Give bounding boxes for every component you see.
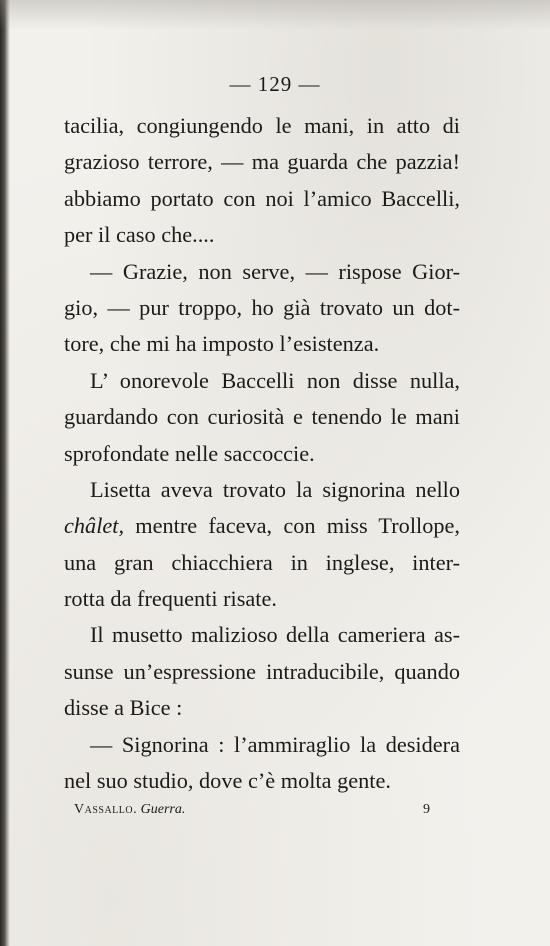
text-line: — Grazie, non serve, — rispose Gior- — [90, 258, 460, 284]
body-text — [64, 108, 460, 799]
footer-author: Vassallo. — [74, 802, 138, 817]
page-number: — 129 — — [229, 72, 321, 96]
text-line: guardando con curiosità e tenendo le mani — [64, 404, 460, 430]
text-line: tore, che mi ha imposto l’esistenza. — [64, 331, 380, 357]
italic-word: châlet, — [64, 513, 125, 539]
text-line: L’ onorevole Baccelli non disse nulla, — [90, 367, 460, 393]
text-line: per il caso che.... — [64, 222, 215, 248]
text-fragment: mentre faceva, con miss Trollope, — [124, 513, 460, 539]
text-line: gio, — pur troppo, ho già trovato un dot- — [64, 294, 460, 320]
text-line: disse a Bice : — [64, 695, 183, 721]
footer-title: Guerra. — [140, 802, 186, 817]
text-line: rotta da frequenti risate. — [64, 586, 277, 612]
text-line: abbiamo portato con noi l’amico Baccelli, — [64, 185, 460, 211]
text-line: una gran chiacchiera in inglese, inter- — [64, 549, 460, 575]
page-footer — [74, 802, 430, 818]
text-line: sprofondate nelle saccoccie. — [64, 440, 315, 466]
text-line: grazioso terrore, — ma guarda che pazzia! — [64, 149, 460, 175]
text-line: tacilia, congiungendo le mani, in atto di — [64, 113, 460, 138]
text-line: — Signorina : l’ammiraglio la desidera — [90, 731, 460, 757]
text-line — [64, 508, 460, 544]
page-top-shadow — [0, 0, 550, 30]
text-line: Il musetto malizioso della cameriera as- — [90, 622, 460, 648]
footer-signature-mark: 9 — [423, 802, 430, 817]
text-line: Lisetta aveva trovato la signorina nello — [90, 476, 460, 502]
text-line: sunse un’espressione intraducibile, quando — [64, 658, 460, 684]
page-spine-shadow — [0, 0, 10, 946]
text-line: nel suo studio, dove c’è molta gente. — [64, 768, 391, 794]
